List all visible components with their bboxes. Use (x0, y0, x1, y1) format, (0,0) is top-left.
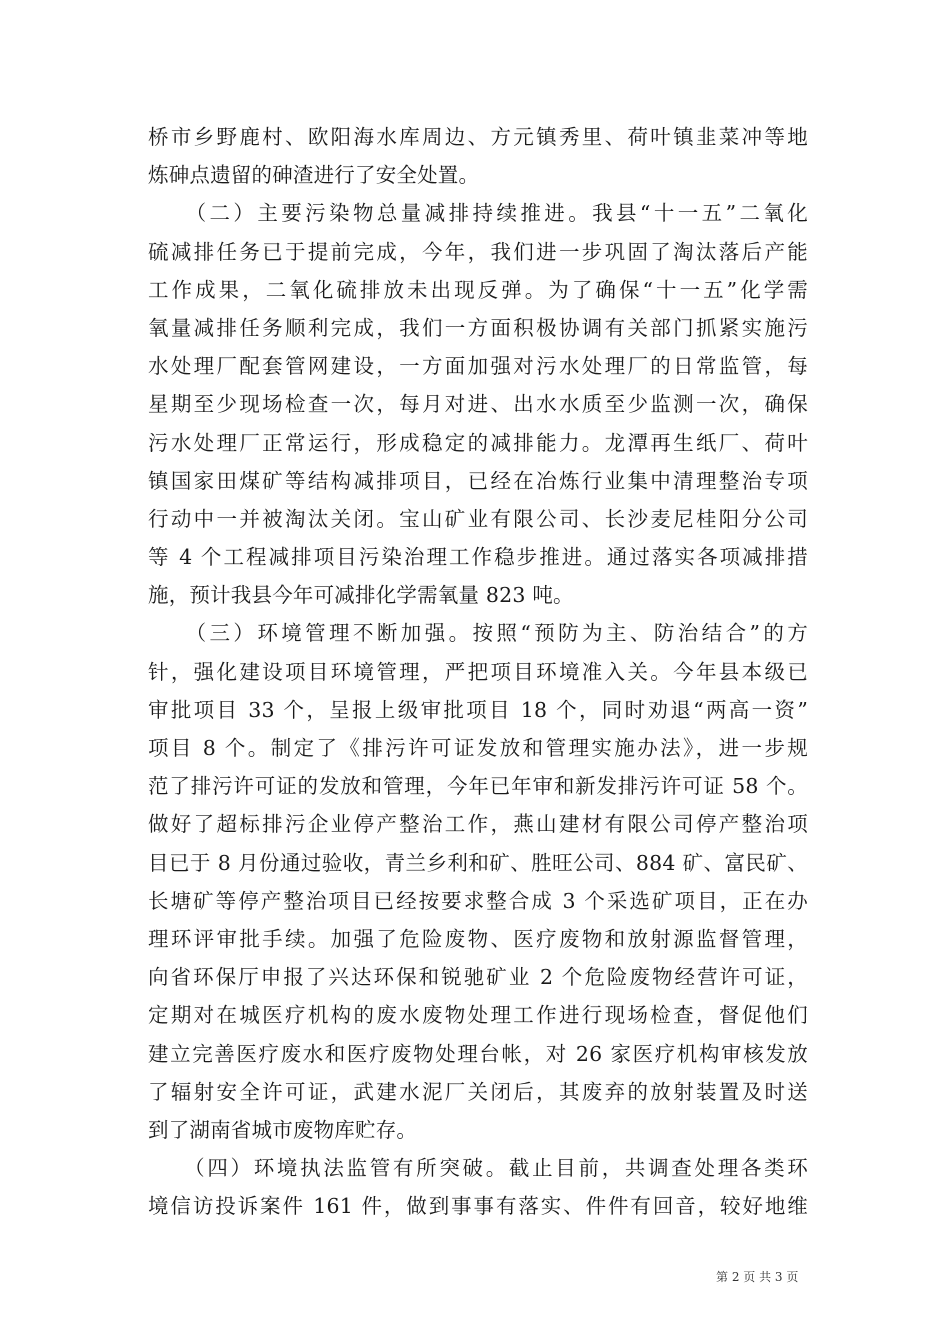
text-line: 等 4 个工程减排项目污染治理工作稳步推进。通过落实各项减排措 (148, 545, 808, 570)
text-line: 氧量减排任务顺利完成，我们一方面积极协调有关部门抓紧实施污 (148, 315, 808, 340)
text-line: 项目 8 个。制定了《排污许可证发放和管理实施办法》，进一步规 (148, 736, 808, 760)
page-number: 第 2 页 共 3 页 (716, 1270, 799, 1284)
text-line: 建立完善医疗废水和医疗废物处理台帐，对 26 家医疗机构审核发放 (148, 1041, 808, 1066)
text-line: 施，预计我县今年可减排化学需氧量 823 吨。 (148, 583, 574, 608)
text-line: 污水处理厂正常运行，形成稳定的减排能力。龙潭再生纸厂、荷叶 (148, 430, 808, 455)
text-line: 了辐射安全许可证，武建水泥厂关闭后，其废弃的放射装置及时送 (148, 1079, 808, 1104)
document-body (148, 118, 808, 1225)
text-line: 炼砷点遗留的砷渣进行了安全处置。 (148, 163, 480, 188)
text-line: 理环评审批手续。加强了危险废物、医疗废物和放射源监督管理， (148, 926, 808, 951)
text-line: 星期至少现场检查一次，每月对进、出水水质至少监测一次，确保 (148, 392, 808, 417)
text-line: 长塘矿等停产整治项目已经按要求整合成 3 个采选矿项目，正在办 (148, 888, 808, 913)
text-line: 针，强化建设项目环境管理，严把项目环境准入关。今年县本级已 (148, 659, 808, 684)
text-line: 硫减排任务已于提前完成，今年，我们进一步巩固了淘汰落后产能 (148, 239, 808, 264)
text-line: 水处理厂配套管网建设，一方面加强对污水处理厂的日常监管，每 (148, 354, 808, 379)
text-line: 行动中一并被淘汰关闭。宝山矿业有限公司、长沙麦尼桂阳分公司 (148, 506, 808, 531)
text-line: 桥市乡野鹿村、欧阳海水库周边、方元镇秀里、荷叶镇韭菜冲等地 (148, 125, 808, 149)
text-line: 做好了超标排污企业停产整治工作，燕山建材有限公司停产整治项 (148, 812, 808, 837)
text-line: 境信访投诉案件 161 件，做到事事有落实、件件有回音，较好地维 (148, 1194, 808, 1219)
text-line: 工作成果，二氧化硫排放未出现反弹。为了确保“十一五”化学需 (148, 277, 808, 302)
text-line: 审批项目 33 个，呈报上级审批项目 18 个，同时劝退“两高一资” (148, 697, 808, 722)
text-line: （二）主要污染物总量减排持续推进。我县“十一五”二氧化 (148, 201, 808, 226)
text-line: 定期对在城医疗机构的废水废物处理工作进行现场检查，督促他们 (148, 1003, 808, 1028)
text-line: 到了湖南省城市废物库贮存。 (148, 1117, 418, 1142)
text-line: 范了排污许可证的发放和管理，今年已年审和新发排污许可证 58 个。 (148, 774, 808, 799)
text-line: （三）环境管理不断加强。按照“预防为主、防治结合”的方 (148, 621, 808, 646)
text-line: 目已于 8 月份通过验收，青兰乡利和矿、胜旺公司、884 矿、富民矿、 (148, 850, 808, 875)
text-line: （四）环境执法监管有所突破。截止目前，共调查处理各类环 (148, 1156, 808, 1181)
text-line: 向省环保厅申报了兴达环保和锐驰矿业 2 个危险废物经营许可证， (148, 965, 808, 990)
text-line: 镇国家田煤矿等结构减排项目，已经在冶炼行业集中清理整治专项 (148, 468, 808, 493)
